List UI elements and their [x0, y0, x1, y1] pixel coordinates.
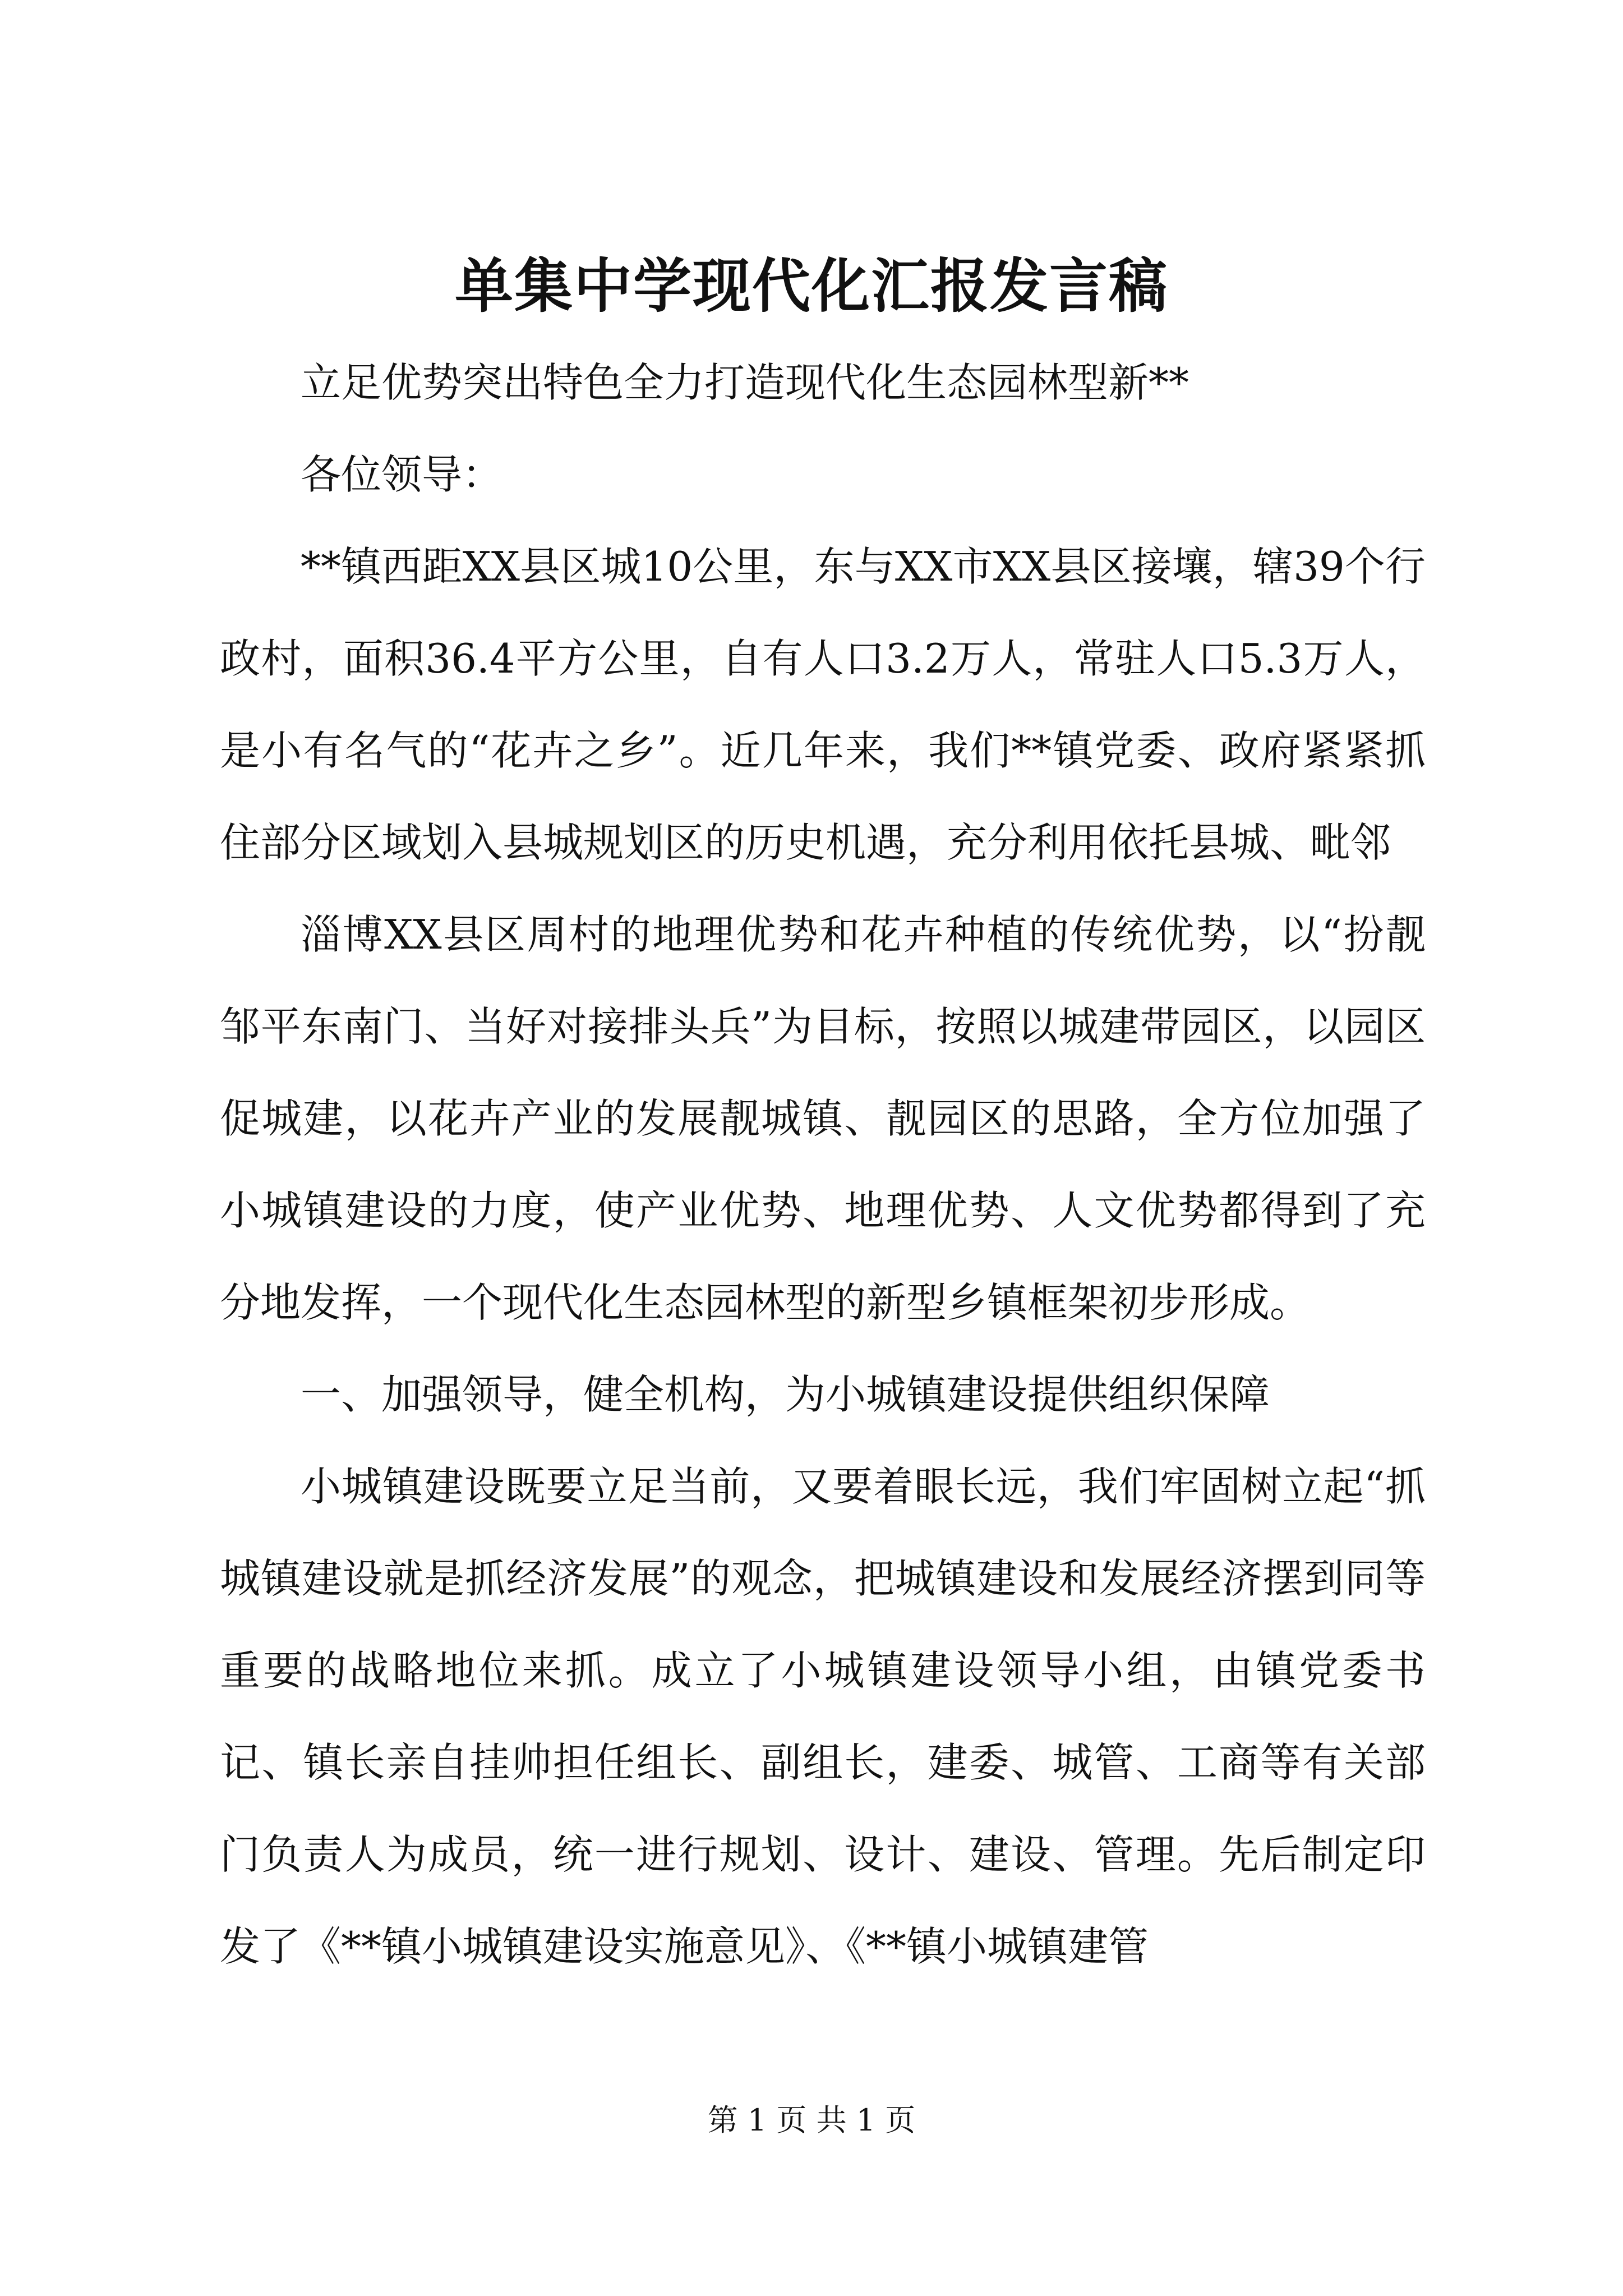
salutation-paragraph: 各位领导： [301, 451, 503, 498]
body-paragraph: 小城镇建设既要立足当前，又要着眼长远，我们牢固树立起“抓城镇建设就是抓经济发展”的观念，把城镇建设和发展经济摆到同等重要的战略地位来抓。成立了小城镇建设领导小组，由镇党委书记、镇长亲自挂帅担任组长、副组长，建委、城管、工商等有关部门负责人为成员，统一进行规划、设计、建设、管理。先后制定印发了《**镇小城镇建设实施意见》、《**镇小城镇建管 [220, 1463, 1426, 1970]
page-footer: 第 1 页 共 1 页 [707, 2102, 916, 2138]
document-title: 单集中学现代化汇报发言稿 [454, 251, 1168, 320]
body-paragraph: 淄博XX县区周村的地理优势和花卉种植的传统优势，以“扮靓邹平东南门、当好对接排头兵”为目标，按照以城建带园区，以园区促城建，以花卉产业的发展靓城镇、靓园区的思路，全方位加强了小城镇建设的力度，使产业优势、地理优势、人文优势都得到了充分地发挥，一个现代化生态园林型的新型乡镇框架初步形成。 [220, 911, 1426, 1326]
body-paragraph: **镇西距XX县区城10公里，东与XX市XX县区接壤，辖39个行政村，面积36.4平方公里，自有人口3.2万人，常驻人口5.3万人，是小有名气的“花卉之乡”。近几年来，我们**镇党委、政府紧紧抓住部分区域划入县城规划区的历史机遇，充分利用依托县城、毗邻 [220, 543, 1426, 866]
section-heading: 一、加强领导，健全机构，为小城镇建设提供组织保障 [301, 1371, 1270, 1418]
document-body [220, 337, 1426, 1993]
subtitle-paragraph: 立足优势突出特色全力打造现代化生态园林型新** [301, 359, 1189, 406]
